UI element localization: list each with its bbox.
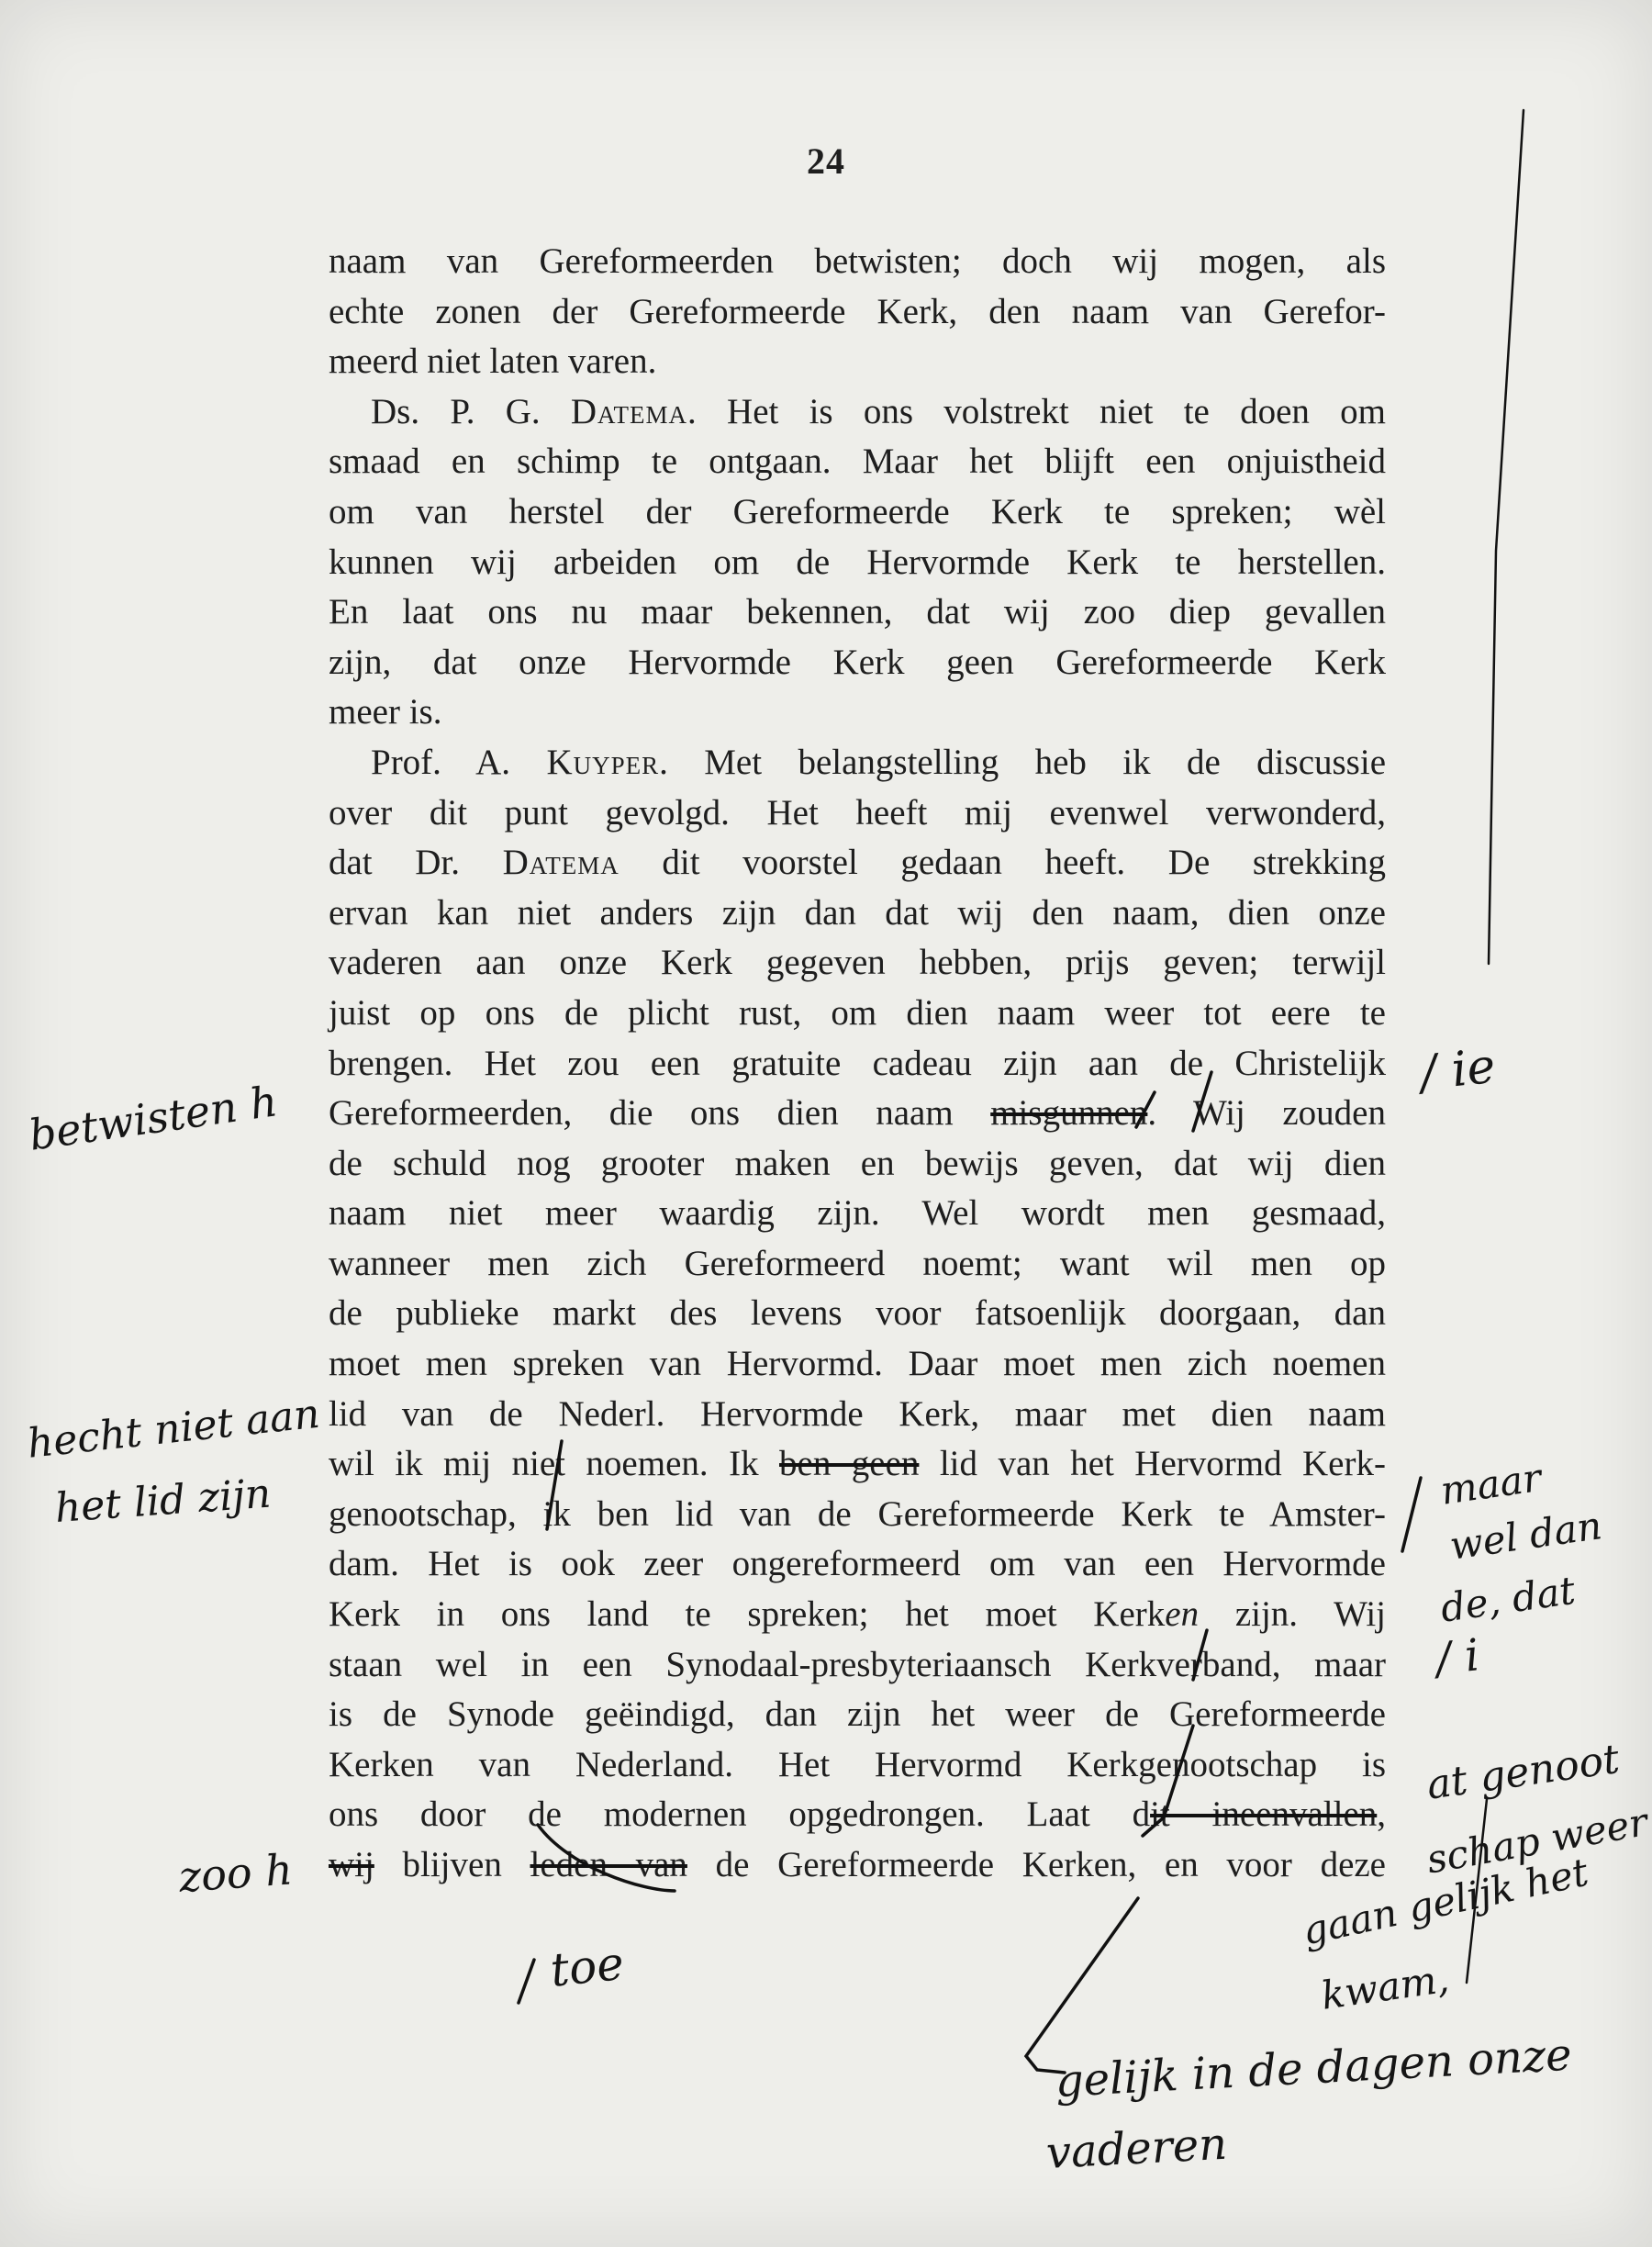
struck-word: it ineenvallen	[1150, 1794, 1378, 1835]
text-line: smaad en schimp te ontgaan. Maar het blijft een onjuistheid	[329, 442, 1386, 482]
struck-word: wij	[329, 1845, 374, 1884]
insertion-stroke	[519, 1960, 534, 2003]
text-line	[329, 838, 1386, 889]
text-line: En laat ons nu maar bekennen, dat wij zoo diep gevallen	[329, 592, 1386, 632]
text-span: ons door de modernen opgedrongen. Laat d	[329, 1794, 1151, 1835]
text-line: dam. Het is ook zeer ongereformeerd om van een Hervormde	[329, 1544, 1386, 1584]
text-line	[329, 738, 1386, 788]
text-line: lid van de Nederl. Hervormde Kerk, maar met dien naam	[329, 1393, 1386, 1434]
text-line: echte zonen der Gereformeerde Kerk, den naam van Gerefor-	[329, 291, 1386, 331]
text-line	[329, 1790, 1386, 1840]
text-line: naam niet meer waardig zijn. Wel wordt men gesmaad,	[329, 1193, 1386, 1234]
text-line: Kerken van Nederland. Het Hervormd Kerkgenootschap is	[329, 1744, 1386, 1784]
text-line	[329, 387, 1386, 438]
insertion-stroke	[1402, 1478, 1421, 1551]
text-line	[329, 1590, 1386, 1640]
body-text	[329, 237, 1386, 1891]
handwritten-note: toe	[547, 1936, 627, 1997]
handwritten-note: hecht niet aan	[25, 1390, 322, 1468]
struck-word: misgunnen	[990, 1093, 1148, 1134]
insertion-stroke	[1026, 1898, 1138, 2073]
text-span: dit voorstel gedaan heeft. De strekking	[619, 843, 1387, 883]
text-line: is de Synode geëindigd, dan zijn het weer de Gereformeerde	[329, 1694, 1386, 1735]
handwritten-note: de, dat	[1437, 1567, 1579, 1631]
text-line: genootschap, ik ben lid van de Gereformeerde Kerk te Amster-	[329, 1493, 1386, 1534]
text-line: wanneer men zich Gereformeerd noemt; want wil men op	[329, 1243, 1386, 1283]
text-line: de publieke markt des levens voor fatsoenlijk doorgaan, dan	[329, 1293, 1386, 1334]
text-span: Kerk in ons land te spreken; het moet Kerk	[329, 1594, 1166, 1635]
text-line: zijn, dat onze Hervormde Kerk geen Gereformeerde Kerk	[329, 642, 1386, 682]
page-number: 24	[807, 140, 845, 182]
text-line: moet men spreken van Hervormd. Daar moet men zich noemen	[329, 1344, 1386, 1384]
text-line	[329, 1439, 1386, 1490]
text-line: over dit punt gevolgd. Het heeft mij evenwel verwonderd,	[329, 792, 1386, 833]
text-line: ervan kan niet anders zijn dan dat wij den naam, dien onze	[329, 892, 1386, 933]
text-line	[329, 1089, 1386, 1139]
handwritten-note: / ie	[1417, 1038, 1499, 1101]
text-span: dat Dr.	[329, 843, 503, 883]
struck-word: leden van	[530, 1845, 687, 1884]
text-line: brengen. Het zou een gratuite cadeau zijn aan de Christelijk	[329, 1043, 1386, 1083]
handwritten-note: gaan gelijk het	[1298, 1849, 1592, 1954]
italic-suffix: en	[1165, 1594, 1200, 1635]
text-line: kunnen wij arbeiden om de Hervormde Kerk te herstellen.	[329, 542, 1386, 582]
struck-word: ben geen	[779, 1444, 920, 1484]
handwritten-note: schap weer	[1423, 1799, 1651, 1883]
text-span: blijven	[374, 1845, 530, 1884]
handwritten-note: maar	[1437, 1454, 1545, 1514]
speaker-prefix: Prof. A.	[371, 742, 547, 782]
text-line: staan wel in een Synodaal-presbyteriaansch Kerkverband, maar	[329, 1644, 1386, 1684]
text-line: om van herstel der Gereformeerde Kerk te spreken; wèl	[329, 491, 1386, 531]
text-line: vaderen aan onze Kerk gegeven hebben, prijs geven; terwijl	[329, 943, 1386, 983]
text-span: zijn. Wij	[1199, 1594, 1386, 1635]
margin-stroke	[1489, 110, 1524, 964]
text-line: juist op ons de plicht rust, om dien naam weer tot eere te	[329, 992, 1386, 1033]
speaker-name: Datema	[502, 843, 620, 883]
handwritten-note: vaderen	[1044, 2118, 1229, 2179]
handwritten-note: kwam,	[1318, 1955, 1452, 2018]
text-line	[329, 1840, 1386, 1891]
handwritten-note: wel dan	[1446, 1503, 1605, 1569]
handwritten-note: betwisten h	[26, 1076, 281, 1160]
text-line: meer is.	[329, 692, 442, 732]
speaker-name: Kuyper	[546, 742, 660, 782]
text-line: de schuld nog grooter maken en bewijs geven, dat wij dien	[329, 1143, 1386, 1183]
text-line: meerd niet laten varen.	[329, 341, 657, 382]
handwritten-note: het lid zijn	[53, 1470, 273, 1532]
text-span: ,	[1377, 1794, 1386, 1835]
speaker-prefix: Ds. P. G.	[371, 391, 571, 431]
text-span: de Gereformeerde Kerken, en voor deze	[686, 1845, 1386, 1884]
text-span: wil ik mij niet noemen. Ik	[329, 1444, 780, 1484]
handwritten-note: at genoot	[1423, 1735, 1623, 1809]
text-line: naam van Gereformeerden betwisten; doch wij mogen, als	[329, 241, 1386, 281]
text-span: . Wij zouden	[1147, 1093, 1386, 1134]
speaker-name: Datema	[570, 391, 688, 431]
text-span: . Het is ons volstrekt niet te doen om	[687, 391, 1386, 431]
text-span: Gereformeerden, die ons dien naam	[329, 1093, 991, 1134]
text-span: . Met belangstelling heb ik de discussie	[659, 742, 1386, 782]
handwritten-note: gelijk in de dagen onze	[1054, 2029, 1573, 2107]
text-span: lid van het Hervormd Kerk-	[919, 1444, 1386, 1484]
handwritten-note: zoo h	[177, 1844, 295, 1902]
handwritten-note: / i	[1434, 1629, 1482, 1685]
